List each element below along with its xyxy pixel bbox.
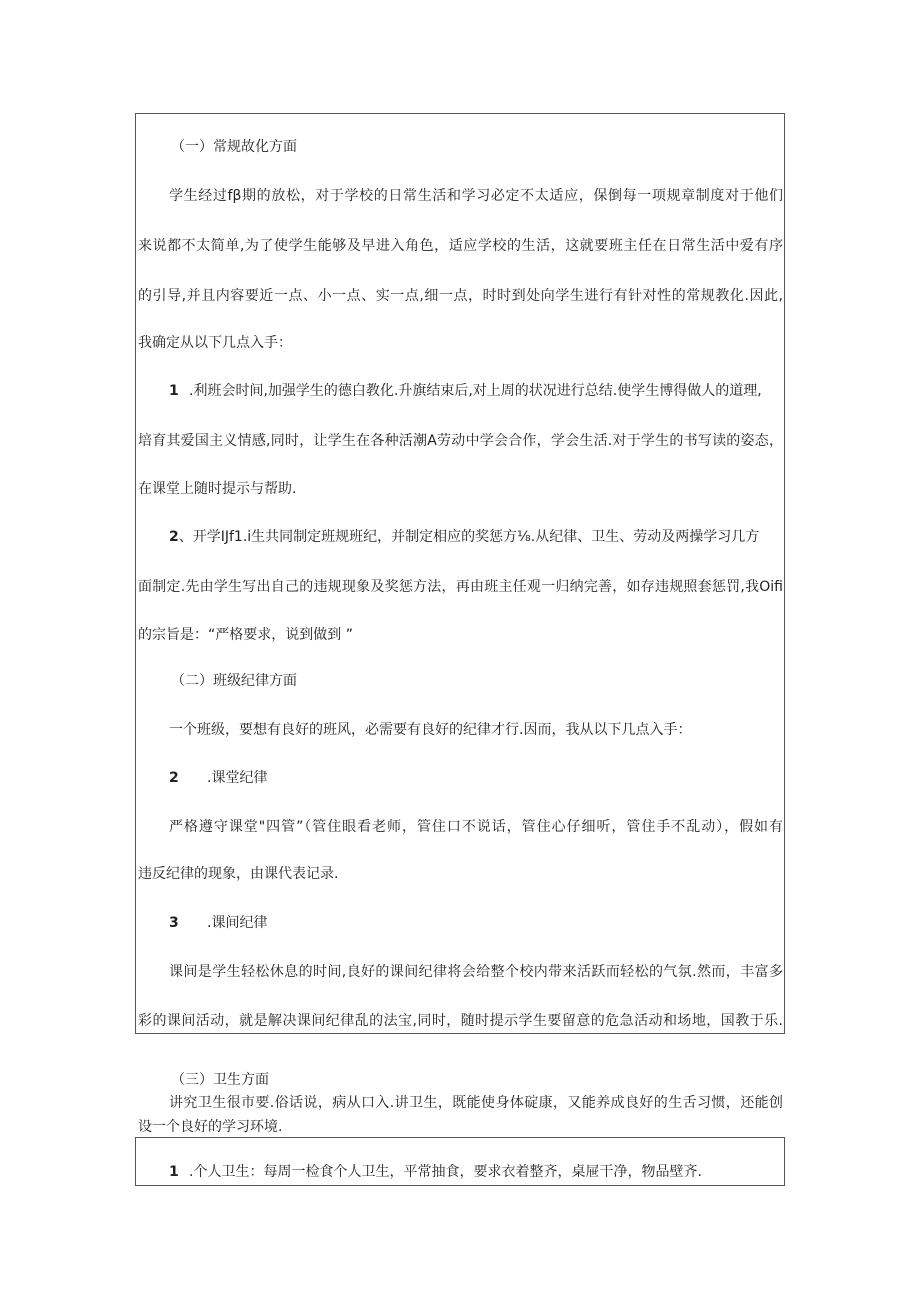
section2-heading: （二）班级纪律方面 bbox=[171, 673, 297, 689]
section1-item1-line-1 bbox=[135, 381, 785, 401]
section1-item2-text-1: 、开学IJf1.i生共同制定班规班纪，并制定相应的奖惩方⅛.从纪律、卫生、劳动及两操学习几方 bbox=[178, 529, 760, 545]
section2-item3-title-line bbox=[135, 913, 785, 933]
section3-intro-line-1: 讲究卫生很市要.俗话说，病从口入.讲卫生，既能使身体碇康，又能养成良好的生舌习惯，还能创 bbox=[169, 1095, 783, 1111]
section3-item1-text: .个人卫生：每周一检食个人卫生，平常抽食，要求衣着整齐，桌屉干净，物品壁齐. bbox=[189, 1164, 702, 1180]
section3-intro-line-2: 设一个良好的学习环境. bbox=[138, 1119, 283, 1135]
section2-item2-line-2: 违反纪律的现象，由课代表记录. bbox=[138, 866, 339, 882]
section1-item1-line-2: 培育其爱国主义情感,同时，让学生在各种活潮A劳动中学会合作，学会生活.对于学生的书写读的姿态， bbox=[138, 433, 783, 449]
section1-intro-line-2: 来说都不太简单,为了使学生能够及早进入角色，适应学校的生活，这就要班主任在日常生活中爱有序 bbox=[138, 238, 783, 254]
section3-heading: （三）卫生方面 bbox=[171, 1072, 269, 1088]
section3-item1-line bbox=[135, 1162, 785, 1182]
section1-heading: （一）常规故化方面 bbox=[171, 139, 297, 155]
section1-item2-line-1 bbox=[135, 527, 785, 547]
section1-intro-line-1: 学生经过fβ期的放松，对于学校的日常生活和学习必定不太适应，保倒每一项规章制度对于他们 bbox=[169, 188, 783, 204]
section1-item2-number: 2 bbox=[169, 529, 179, 545]
section1-intro-line-3: 的引导,并且内容要近一点、小一点、实一点,细一点，时时到处向学生进行有针对性的常规教化.因此, bbox=[138, 288, 783, 304]
section1-item1-number: 1 bbox=[169, 383, 179, 399]
section2-item3-line-1: 课间是学生轻松休息的时间,良好的课间纪律将会给整个校内带来活跃而轻松的气氛.然而，丰富多 bbox=[169, 964, 783, 980]
section1-item1-text-1: .利班会时间,加强学生的德白教化.升旗结束后,对上周的状况进行总结.使学生博得做人的道理, bbox=[189, 383, 762, 399]
section2-item2-title: .课堂纪律 bbox=[207, 770, 268, 786]
section1-item1-line-3: 在课堂上随时提示与帮助. bbox=[138, 481, 297, 497]
section2-item2-line-1: 严格遵守课堂"四管”（管住眼看老师，管住口不说话，管住心仔细听，管住手不乱动），假如有 bbox=[169, 819, 783, 835]
section1-item2-line-2: 面制定.先由学生写出自己的违规现象及奖惩方法，再由班主任观一归纳完善，如存违规照套惩罚,我Oifi bbox=[138, 579, 783, 595]
section2-item2-title-line bbox=[135, 768, 785, 788]
section2-intro: 一个班级，要想有良好的班风，必需要有良好的纪律才行.因而，我从以下几点入手： bbox=[169, 722, 692, 738]
section2-item2-number: 2 bbox=[169, 770, 179, 786]
section1-intro-line-4: 我确定从以下几点入手： bbox=[138, 335, 292, 351]
section1-item2-line-3: 的宗旨是：“严格要求，说到做到 ” bbox=[138, 627, 353, 643]
section3-item1-number: 1 bbox=[169, 1164, 179, 1180]
section2-item3-line-2: 彩的课间活动，就是解决课间纪律乱的法宝,同时，随时提示学生要留意的危急活动和场地，国教于乐. bbox=[138, 1013, 783, 1029]
section2-item3-number: 3 bbox=[169, 915, 179, 931]
section2-item3-title: .课间纪律 bbox=[207, 915, 268, 931]
